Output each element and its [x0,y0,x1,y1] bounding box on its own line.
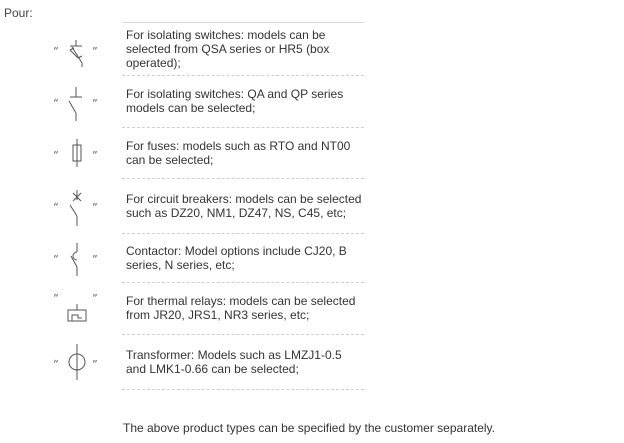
product-table [48,22,364,390]
fuse-symbol-icon [48,127,122,178]
row-description: For fuses: models such as RTO and NT00 can be selected; [126,138,351,167]
table-row [48,178,364,233]
row-description: For circuit breakers: models can be selected such as DZ20, NM1, DZ47, NS, C45, etc; [126,191,362,220]
svg-text:”: ” [92,358,98,371]
svg-text:“: “ [53,97,59,110]
isolating-switch-qsa-symbol-icon [48,22,122,75]
svg-text:”: ” [92,45,98,58]
table-row [48,233,364,282]
thermal-relay-symbol-icon [48,282,122,334]
table-row [48,75,364,127]
table-row [48,282,364,334]
svg-text:”: ” [92,253,98,266]
contactor-symbol-icon [48,233,122,282]
transformer-symbol-icon [48,334,122,390]
footer-note: The above product types can be specified by the customer separately. [123,421,495,435]
svg-text:”: ” [92,149,98,162]
svg-text:”: ” [92,97,98,110]
svg-text:“: “ [53,292,59,305]
circuit-breaker-symbol-icon [48,178,122,233]
svg-text:”: ” [92,201,98,214]
svg-text:“: “ [53,201,59,214]
svg-text:“: “ [53,253,59,266]
row-description: Transformer: Models such as LMZJ1-0.5 and LMK1-0.66 can be selected; [126,348,342,376]
isolating-switch-qa-symbol-icon [48,75,122,127]
table-row [48,127,364,178]
row-description: For isolating switches: models can be selected from QSA series or HR5 (box operated); [126,27,330,70]
row-description: For thermal relays: models can be selected from JR20, JRS1, NR3 series, etc; [126,294,356,322]
svg-text:“: “ [53,149,59,162]
svg-text:”: ” [92,292,98,305]
table-row [48,22,364,75]
table-row [48,334,364,390]
row-description: Contactor: Model options include CJ20, B series, N series, etc; [126,243,347,272]
intro-label: Pour: [4,6,33,20]
svg-text:“: “ [53,358,59,371]
svg-text:“: “ [53,45,59,58]
row-description: For isolating switches: QA and QP series models can be selected; [126,87,344,115]
